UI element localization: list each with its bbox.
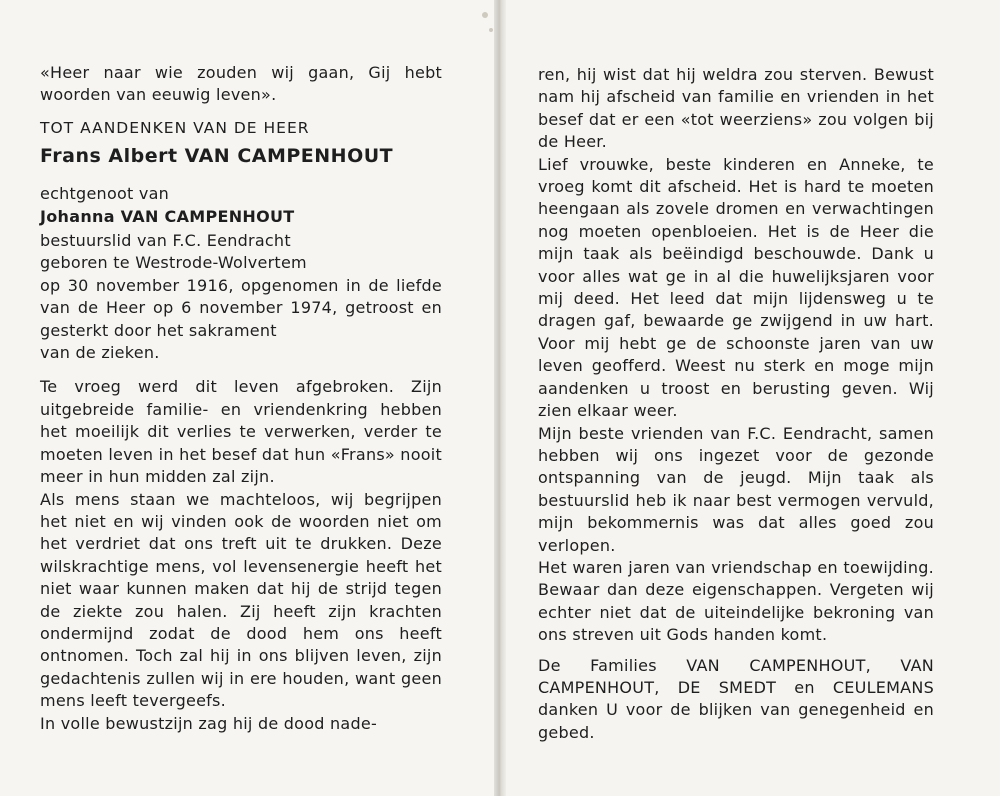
memorial-header: TOT AANDENKEN VAN DE HEER <box>40 118 310 137</box>
deceased-name: Frans Albert VAN CAMPENHOUT <box>40 145 394 168</box>
family-thanks: De Families VAN CAMPENHOUT, VAN CAMPENHOUT, DE SMEDT en CEULEMANS danken U voor de blijken van genegenheid en gebed. <box>538 655 934 742</box>
paragraph-6: Mijn beste vrienden van F.C. Eendracht, samen hebben wij ons ingezet voor de gezonde ontspanning van de jeugd. Mijn taak als bestuurslid heb ik naar best vermogen vervuld, mijn bekommernis was dat alles goed zou verlopen. <box>538 423 934 555</box>
paper-spot <box>482 12 488 18</box>
paragraph-1: Te vroeg werd dit leven afgebroken. Zijn uitgebreide familie- en vriendenkring hebben het moeilijk dit verlies te verwerken, verder te moeten leven in het besef dat hun «Frans» nooit meer in hun midden zal zijn. <box>40 377 442 487</box>
life-dates: op 30 november 1916, opgenomen in de liefde van de Heer op 6 november 1974, getroost en gesterkt door het sakrament <box>40 275 442 340</box>
center-fold <box>494 0 506 796</box>
paragraph-2: Als mens staan we machteloos, wij begrijpen het niet en wij vinden ook de woorden niet om het verdriet dat ons treft uit te drukken. Deze wilskrachtige mens, vol levensenergie heeft het niet waar kunnen maken dat hij de strijd tegen de ziekte zou halen. Zij heeft zijn krachten ondermijnd zodat de dood hem ons heeft ontnomen. Toch zal hij in ons blijven leven, zijn gedachtenis zullen wij in ere houden, want geen mens leeft tevergeefs. <box>40 489 442 711</box>
life-dates-end: van de zieken. <box>40 343 160 363</box>
paragraph-4: ren, hij wist dat hij weldra zou sterven. Bewust nam hij afscheid van familie en vrienden in het besef dat er een «tot weerziens» zou volgen bij de Heer. <box>538 65 934 152</box>
right-column <box>538 64 934 744</box>
spacer <box>40 364 442 376</box>
paragraph-3: In volle bewustzijn zag hij de dood nade- <box>40 713 377 733</box>
paragraph-5: Lief vrouwke, beste kinderen en Anneke, te vroeg komt dit afscheid. Het is hard te moeten heengaan als zovele dromen en verwachtingen nog moeten openbloeien. Het is de Heer die mijn taak als beëindigd beschouwde. Dank u voor alles wat ge in al die huwelijksjaren voor mij deed. Het leed dat mijn lijdensweg u te dragen gaf, bewaarde ge zwijgend in uw hart. Voor mij hebt ge de schoonste jaren van uw leven geofferd. Weest nu sterk en moge mijn aandenken u troost en berusting geven. Wij zien elkaar weer. <box>538 154 934 421</box>
bible-quote: «Heer naar wie zouden wij gaan, Gij hebt woorden van eeuwig leven». <box>40 63 442 105</box>
spouse-name: Johanna VAN CAMPENHOUT <box>40 206 295 226</box>
left-column <box>40 62 442 735</box>
spouse-label: echtgenoot van <box>40 184 170 204</box>
club-role: bestuurslid van F.C. Eendracht <box>40 231 291 251</box>
birth-place: geboren te Westrode-Wolvertem <box>40 253 307 273</box>
paper-spot <box>489 28 493 32</box>
paragraph-7: Het waren jaren van vriendschap en toewijding. Bewaar dan deze eigenschappen. Vergeten wij echter niet dat de uiteindelijke bekroning van ons streven uit Gods handen komt. <box>538 557 934 645</box>
